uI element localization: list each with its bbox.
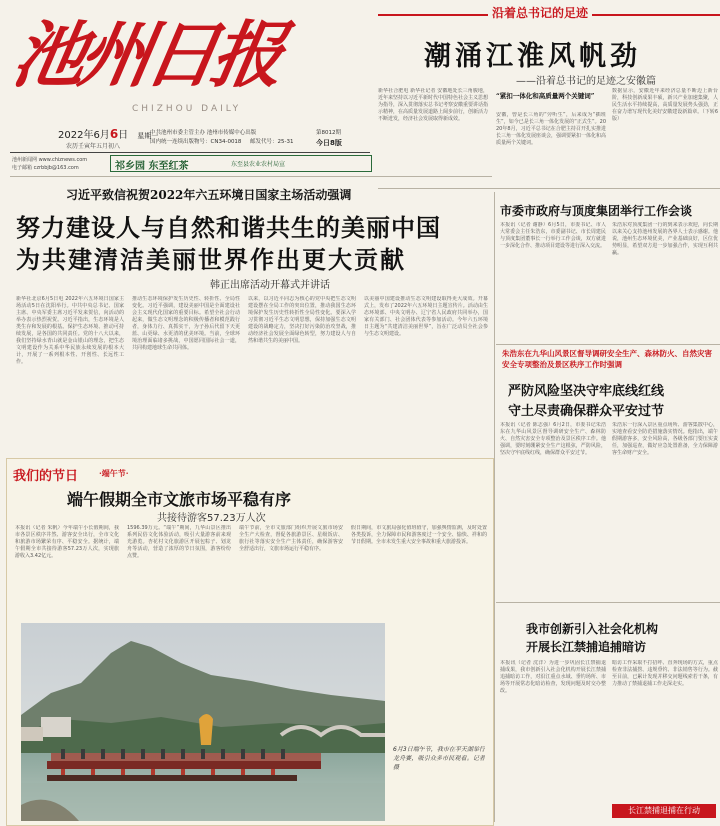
website-line: 池州新闻网 www.chiznews.com — [12, 157, 88, 163]
banner-text: 祁乡园 东至红茶 — [115, 161, 189, 172]
festival-headline: 端午假期全市文旅市场平稳有序 — [67, 490, 292, 509]
masthead-romanized: CHIZHOU DAILY — [132, 104, 242, 114]
festival-section: 我们的节日 — [13, 469, 79, 484]
right-headline-1: 市委市政府与顶度集团举行工作会谈 — [500, 204, 693, 218]
lead-headline-1: 努力建设人与自然和谐共生的美丽中国 — [16, 213, 441, 242]
lead-body-1: 新华社北京6月5日电 2022年六五环境日国家主场活动5日在沈阳举行。中共中央总书记、国家主席、中央军委主席习近平发来贺信，向活动的举办表示热烈祝贺。习近平指出，生态环境是人类生存和发展的根基。保护生态环境、推动可持续发展，是各国的共同责任。党的十八大以来，我们坚持绿水青山就是金山银山的理念，把生态文明建设作为关系中华民族永续发展的根本大计，开展了一系列根本性、开创性、长远性工作。 — [16, 296, 124, 365]
masthead-title: 池州日报 — [6, 12, 286, 97]
right-body-2b: 朱浩东一行深入景区重点场所、游客集散中心，实地查看安全防范措施落实情况。他指出，端午假期游客多，安全风险高，各级各部门要压实责任，加强巡查，做好应急处置准备，全力保障游客生命财产安全。 — [612, 422, 718, 456]
lead-kicker: 习近平致信祝贺2022年六五环境日国家主场活动强调 — [66, 188, 352, 202]
right-body-1b: 朱浩东对顶度集团一行的到来表示欢迎，向长期以来关心支持池州发展的各界人士表示感谢。他说，池州生态环境优美，产业基础良好，区位优势明显，希望双方进一步加强合作，实现互利共赢。 — [612, 222, 718, 256]
festival-body-3: 端午节前，全市文旅部门组织开展文旅市场安全生产大检查，督促各旅游景区、星级饭店、旅行社等落实安全生产主体责任，确保游客安全舒适出行，文旅市场运行平稳有序。 — [239, 525, 343, 552]
top-right-body-1: 新华社合肥电 新华社记者 安徽地处长三角腹地，近年来坚持以习近平新时代中国特色社会主义思想为指导，深入贯彻落实总书记考察安徽重要讲话指示精神，在高质量发展道路上阔步前行，创新活力不断迸发，经济社会发展取得新成效。 — [378, 88, 488, 122]
column-divider — [494, 192, 495, 822]
right-body-1a: 本报讯（记者 谢静）6月5日，市委书记、市人大常委会主任朱浩东，市委副书记、市长周建民与顶度集团董事长一行举行工作会谈，双方就进一步深化合作、推动项目建设等进行深入交流。 — [500, 222, 606, 249]
festival-block — [6, 458, 494, 826]
dragon-boat-photo — [21, 623, 385, 821]
top-right-body-3: 数据显示，安徽近年来经济总量不断迈上新台阶，科技创新成果丰硕，新兴产业加速集聚，人民生活水平持续提高，高质量发展势头强劲，正在奋力谱写现代化美好安徽建设新篇章。（下转6版） — [612, 88, 718, 122]
top-right-body-2: 安徽，曾是长三角的“旁听生”，后来成为“插班生”，如今已是长三角一体化发展的“正式生”。2020年8月，习近平总书记在合肥主持召开扎实推进长三角一体化发展座谈会，强调要紧扣一体化和高质量两个关键词。 — [496, 112, 606, 146]
right-divider-2 — [496, 602, 720, 603]
cn-number: 国内统一连续出版物号：CN34-0018 — [150, 139, 242, 145]
right-body-2a: 本报讯（记者 陈志强）6月2日，市委书记朱浩东在九华山风景区督导调研安全生产、森林防火、自然灾害安全专项整治及景区秩序工作。他强调，要时刻绷紧安全生产这根弦，严防风险，坚决守牢底线红线，确保群众平安过节。 — [500, 422, 606, 456]
dragon-boat-illustration — [21, 623, 385, 821]
lead-top-rule — [10, 176, 492, 177]
right-column — [496, 192, 720, 824]
right-kicker-2: 朱浩东在九华山风景区督导调研安全生产、森林防火、自然灾害安全专项整治及景区秩序工作时强调 — [502, 349, 712, 369]
postal-code: 邮发代号：25-31 — [250, 139, 294, 145]
festival-section-tag: ·端午节· — [99, 468, 129, 478]
photo-caption: 6月3日端午节，我市在平天湖举行龙舟赛，吸引众多市民观看。记者 摄 — [393, 746, 485, 771]
masthead-date — [58, 126, 158, 141]
festival-subhead: 共接待游客57.23万人次 — [157, 513, 266, 524]
top-right-subline: ——沿着总书记的足迹之安徽篇 — [516, 76, 656, 87]
lead-story — [10, 182, 490, 454]
date-day: 6 — [109, 127, 119, 141]
right-headline-3b: 开展长江禁捕追捕暗访 — [526, 640, 647, 654]
lead-subhead: 韩正出席活动开幕式并讲话 — [210, 280, 330, 291]
right-body-3a: 本报讯（记者 沈洋）为进一步巩固长江禁捕退捕成果，我市创新引入社会化机构开展长江禁捕追捕暗访工作，对沿江重点水域、垂钓场所、市场等开展常态化暗访检查，发现问题及时交办整改。 — [500, 660, 606, 694]
lead-body-3: 以来，以习近平同志为核心的党中央把生态文明建设摆在全局工作的突出位置，推动我国生态环境保护发生历史性转折性全局性变化。要深入学习贯彻习近平生态文明思想，保持加强生态文明建设的战略定力，坚决打好污染防治攻坚战，推动经济社会发展全面绿色转型，努力建设人与自然和谐共生的美丽中国。 — [248, 296, 356, 344]
right-footer-tag: 长江禁捕退捕在行动 — [612, 804, 716, 818]
right-headline-3a: 我市创新引入社会化机构 — [526, 622, 659, 636]
top-right-headline: 潮涌江淮风帆劲 — [424, 41, 641, 72]
top-right-kicker: 沿着总书记的足迹 — [488, 4, 592, 21]
lead-headline-2: 为共建清洁美丽世界作出更大贡献 — [16, 245, 406, 274]
banner-ad — [110, 155, 372, 172]
publisher-line: 中共池州市委主管主办 池州市传媒中心出版 — [150, 130, 257, 136]
top-right-quote: “紧扣一体化和高质量两个关键词” — [496, 92, 595, 100]
festival-body-1: 本报讯（记者 朱帆）今年端午小长假期间，我市各景区秩序井然、游客安全出行，全市文化和旅游市场繁荣有序、平稳安全。据统计，端午假期全市共接待游客57.23万人次，实现旅游收入3.42亿元。 — [15, 525, 119, 559]
date-suffix: 日 — [118, 130, 129, 141]
page-count: 今日8版 — [316, 139, 342, 147]
lunar-date: 农历壬寅年五月初八 — [66, 143, 121, 150]
masthead-rule — [10, 152, 370, 153]
right-body-3b: 暗访工作采取不打招呼、直奔现场的方式，重点检查非法捕捞、违规垂钓、非法销售等行为。截至目前，已累计发现并移交问题线索若干条，有力推动了禁捕退捕工作走深走实。 — [612, 660, 718, 687]
right-headline-2b: 守土尽责确保群众平安过节 — [508, 404, 665, 419]
right-headline-2a: 严防风险坚决守牢底线红线 — [508, 384, 665, 399]
weekday: 星期一 — [137, 132, 159, 140]
date-prefix: 2022年6月 — [58, 130, 110, 141]
right-divider-1 — [496, 344, 720, 345]
lead-body-2: 推动生态环境保护发生历史性、转折性、全局性变化。习近平强调，建设美丽中国是全面建设社会主义现代化国家的重要目标。希望全社会行动起来，做生态文明理念的积极传播者和模范践行者，身体力行、真抓实干，为子孙后代留下天更蓝、山更绿、水更清的优美环境。当前，全球环境治理面临诸多挑战，中国愿同国际社会一道，共同构建地球生命共同体。 — [132, 296, 240, 351]
lead-body-4: 以美丽中国建设推动生态文明建设取得更大成效。开幕式上，发布了2022年六五环境日主题宣传片。活动由生态环境部、中央文明办、辽宁省人民政府共同举办，国家有关部门、社会团体代表等参加活动。今年六五环境日主题为“共建清洁美丽世界”，旨在广泛动员全社会参与生态文明建设。 — [364, 296, 488, 337]
banner-note: 东至县农业农村局宣 — [231, 161, 286, 168]
email-line: 电子邮箱 czrbbjb@163.com — [12, 165, 79, 171]
festival-body-2: 1596.39万元。“端午”期间，九华山景区推出系列民俗文化体验活动，吸引大量游客前来观光游览。杏花村文化旅游区开展包粽子、划龙舟等活动，营造了浓厚的节日氛围，游客纷纷点赞。 — [127, 525, 231, 559]
festival-body-4: 假日期间，市文旅局强化值班值守，加强舆情监测，及时处置各类投诉，全力保障市民和游客度过一个安全、愉快、祥和的节日假期。全市未发生重大安全事故和重大旅游投诉。 — [351, 525, 487, 545]
issue-number: 第8012期 — [316, 130, 341, 136]
masthead — [0, 0, 380, 150]
top-right-story — [378, 0, 720, 186]
